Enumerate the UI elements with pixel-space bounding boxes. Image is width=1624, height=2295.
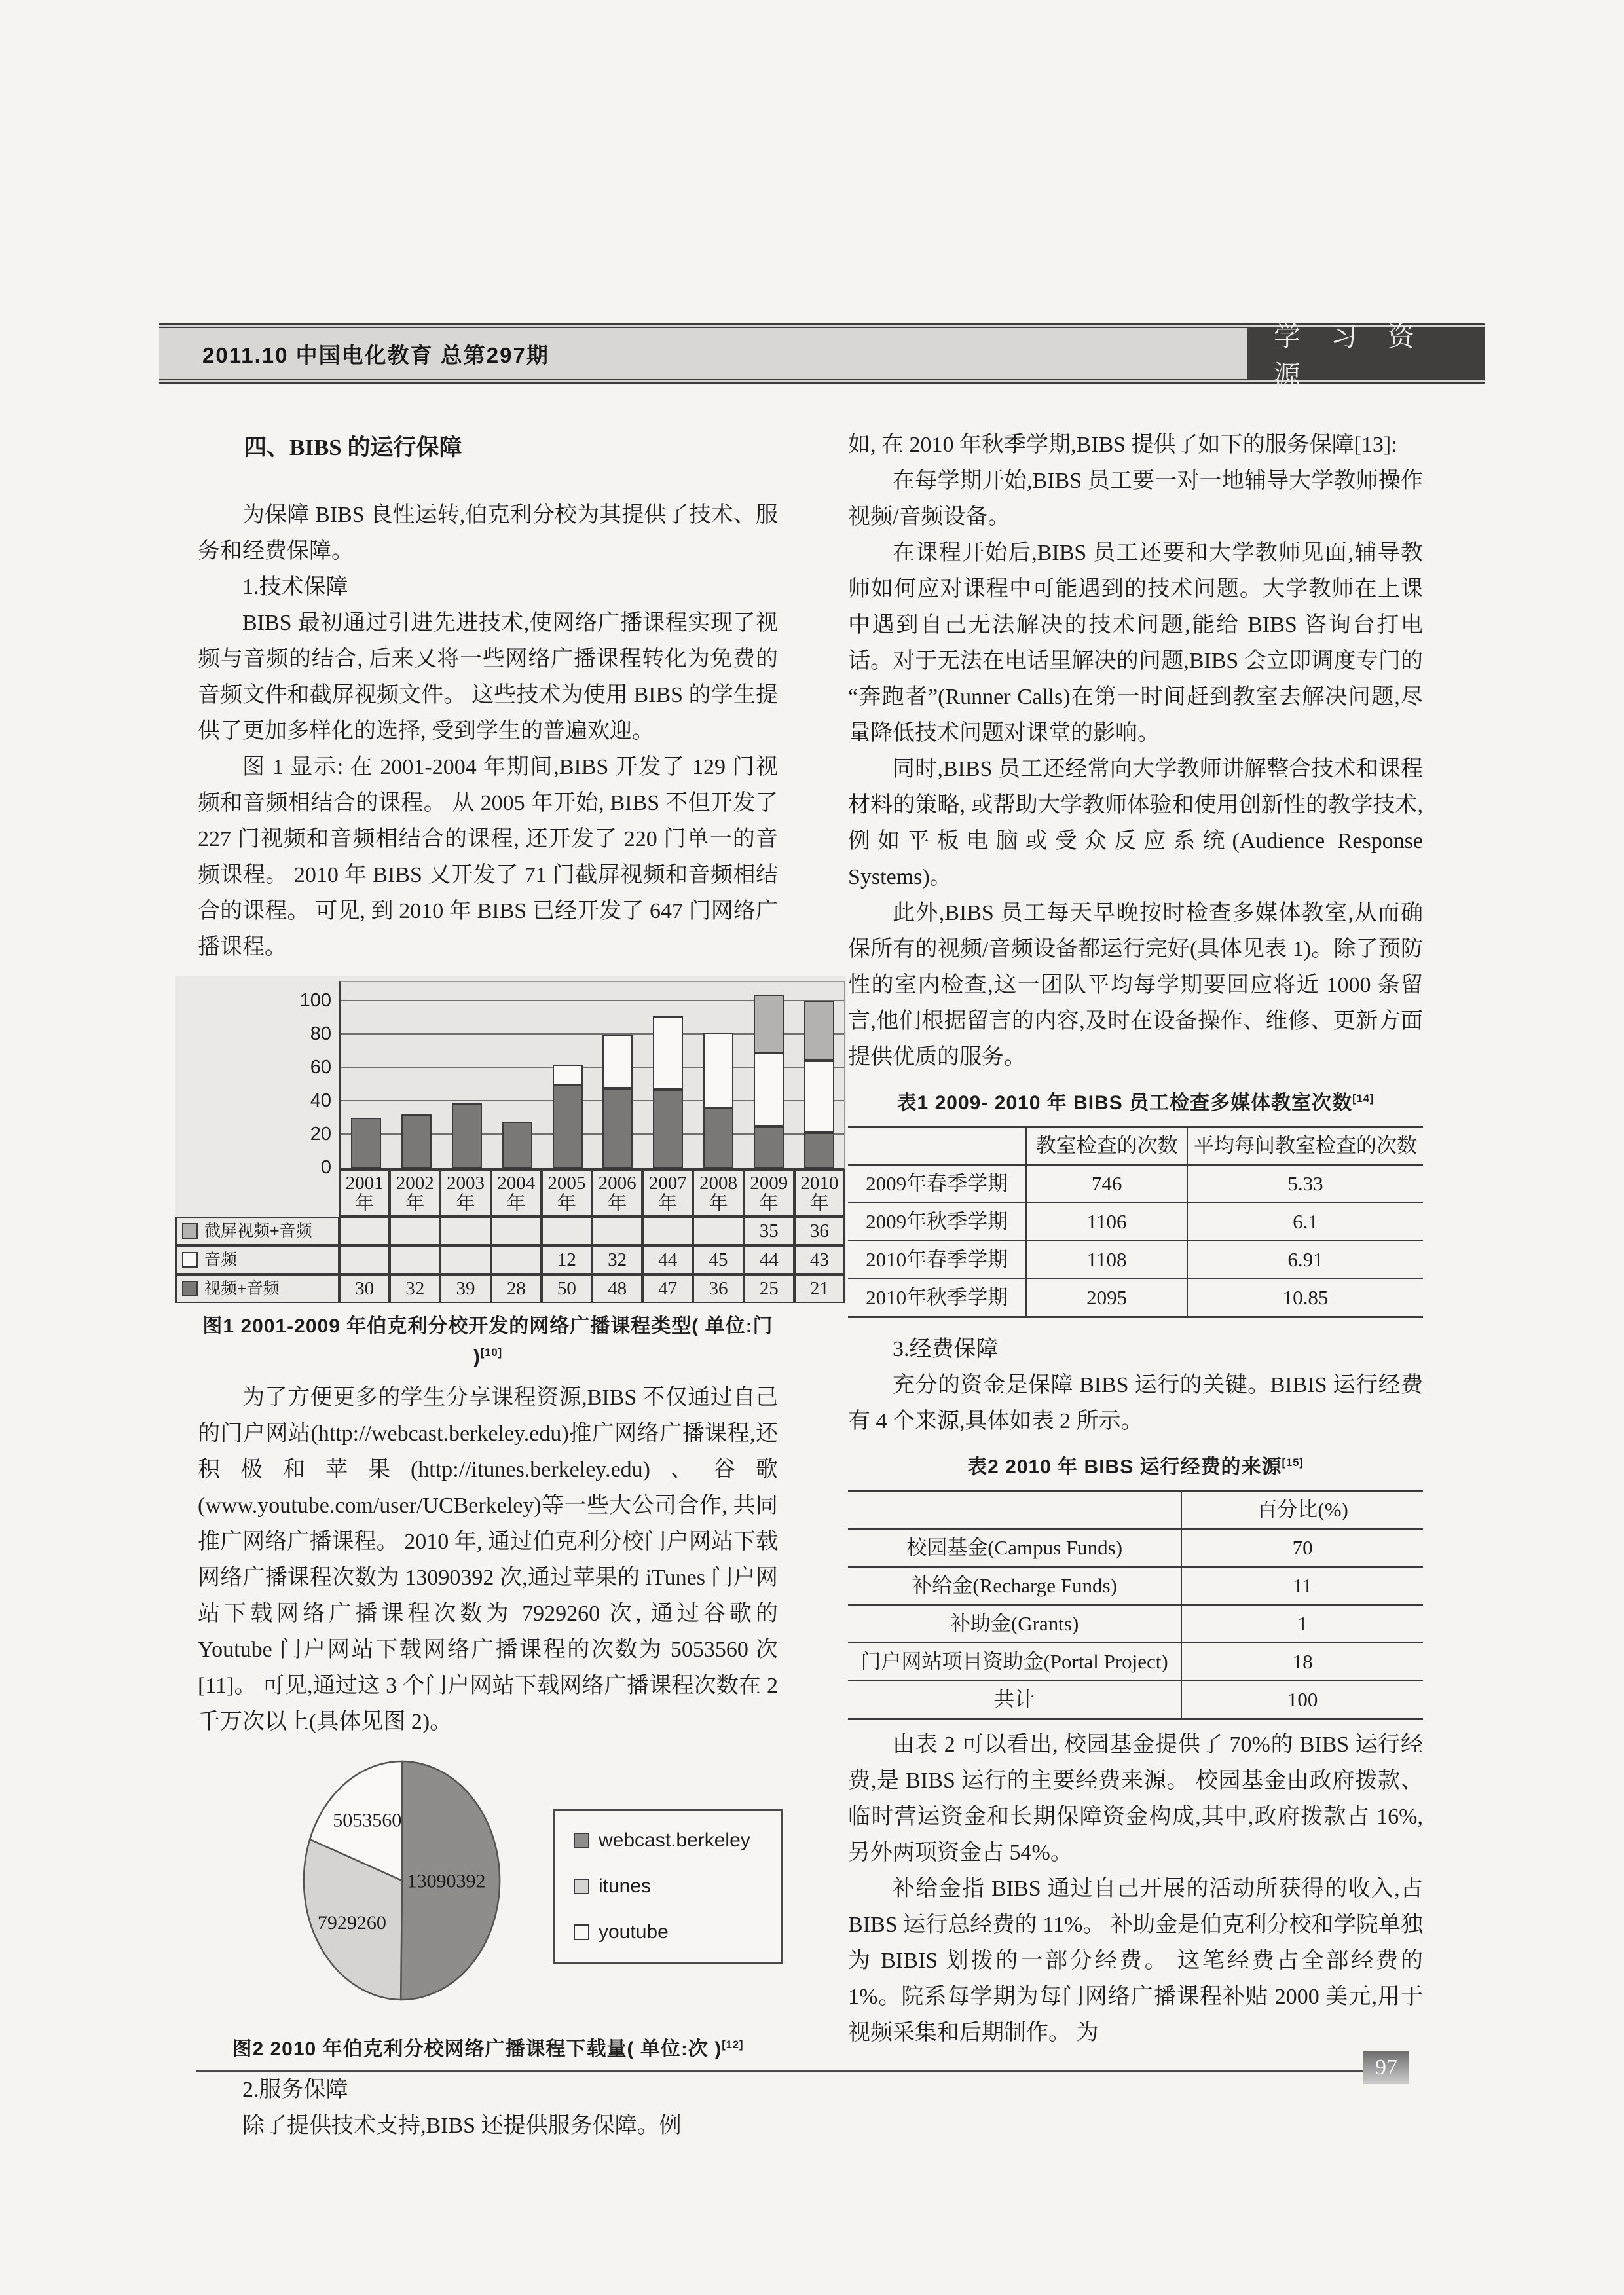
bar-segment — [804, 1061, 834, 1133]
y-tick-label: 40 — [310, 1090, 331, 1111]
table-cell: 70 — [1181, 1529, 1423, 1567]
table2-caption — [848, 1450, 1423, 1480]
value-cell: 39 — [440, 1274, 490, 1303]
x-label-suffix: 年 — [608, 1193, 627, 1214]
table-cell: 校园基金(Campus Funds) — [848, 1529, 1181, 1567]
table-cell: 1108 — [1026, 1241, 1187, 1279]
bar-segment — [754, 1126, 784, 1168]
footnote-ref: [12] — [722, 2039, 744, 2051]
table-cell: 门户网站项目资助金(Portal Project) — [848, 1643, 1181, 1681]
paragraph: 同时,BIBS 员工还经常向大学教师讲解整合技术和课程材料的策略, 或帮助大学教师体验和使用创新性的教学技术, 例如平板电脑或受众反应系统(Audience Response Systems)。 — [848, 757, 1423, 889]
bar-segment — [754, 1053, 784, 1126]
table-cell: 6.1 — [1187, 1203, 1423, 1241]
value-cell: 43 — [794, 1245, 845, 1274]
value-cell: 48 — [592, 1274, 642, 1303]
bar-segment — [703, 1033, 733, 1108]
journal-issue-info: 2011.10 中国电化教育 总第297期 — [202, 342, 549, 367]
bar-segment — [553, 1085, 583, 1168]
pie-svg — [289, 1752, 515, 2010]
value-cell — [339, 1245, 390, 1274]
bar-slot — [593, 982, 643, 1168]
x-label-cell — [390, 1170, 440, 1217]
bar-slot — [341, 982, 392, 1168]
x-label-year: 2002 — [396, 1173, 434, 1194]
table-cell: 共计 — [994, 1688, 1035, 1711]
value-cell: 12 — [542, 1245, 592, 1274]
bar-slot — [442, 982, 492, 1168]
bar-segment — [804, 1133, 834, 1168]
bar-segment — [653, 1016, 683, 1090]
bar-segment — [602, 1035, 633, 1088]
bar-chart — [175, 981, 845, 1303]
x-label-cell — [339, 1170, 390, 1217]
figure1-bar-chart — [175, 976, 846, 1303]
table-row — [848, 1241, 1423, 1279]
legend-swatch — [574, 1833, 589, 1848]
journal-header — [159, 321, 1485, 390]
figure1-caption — [198, 1313, 778, 1370]
right-column — [848, 427, 1423, 2051]
bar-stack — [804, 1001, 834, 1168]
value-cell — [542, 1217, 592, 1245]
value-cell — [390, 1217, 440, 1245]
table-cell: 2010年春季学期 — [848, 1241, 1026, 1279]
value-cell: 47 — [642, 1274, 693, 1303]
paragraph: 为保障 BIBS 良性运转,伯克利分校为其提供了技术、服务和经费保障。 — [198, 503, 778, 563]
x-label-suffix: 年 — [759, 1193, 779, 1214]
table-cell: 18 — [1181, 1643, 1423, 1681]
paragraph: 补给金指 BIBS 通过自己开展的活动所获得的收入,占 BIBS 运行总经费的 11%。 补助金是伯克利分校和学院单独为 BIBIS 划拨的一部分经费。 这笔经费占全部经费的 1%。院系每学期为每门网络广播课程补贴 2000 美元,用于视频采集和后期制作。 为 — [848, 1877, 1423, 2045]
value-cell — [491, 1217, 542, 1245]
subsection-heading: 1.技术保障 — [242, 575, 348, 599]
footer-rule — [196, 2070, 1363, 2072]
bar-slot — [794, 982, 844, 1168]
bar-segment — [703, 1108, 733, 1168]
value-cell: 50 — [542, 1274, 592, 1303]
bar-slot — [492, 982, 542, 1168]
figure2-caption-text: 图2 2010 年伯克利分校网络广播课程下载量( 单位:次 ) — [232, 2038, 722, 2060]
x-label-cell — [744, 1170, 794, 1217]
subsection-heading: 2.服务保障 — [242, 2078, 348, 2102]
column-header: 教室检查的次数 — [1026, 1127, 1187, 1166]
table-cell: 746 — [1026, 1165, 1187, 1203]
legend-row-label — [175, 1245, 339, 1274]
bar-stack — [653, 1016, 683, 1168]
pie-legend — [553, 1809, 783, 1964]
legend-swatch — [182, 1223, 198, 1239]
table-cell: 1106 — [1026, 1203, 1187, 1241]
subsection-heading: 3.经费保障 — [893, 1337, 999, 1361]
legend-swatch — [574, 1924, 589, 1940]
paragraph: 除了提供技术支持,BIBS 还提供服务保障。例 — [242, 2114, 682, 2138]
x-label-suffix: 年 — [809, 1193, 829, 1214]
table-cell: 补助金(Grants) — [848, 1605, 1181, 1643]
value-cell: 45 — [693, 1245, 743, 1274]
section-banner: 学习资源 — [1247, 328, 1485, 379]
table-cell: 100 — [1181, 1681, 1423, 1719]
table2 — [848, 1490, 1423, 1720]
table-body — [848, 1529, 1423, 1719]
legend-swatch — [182, 1281, 198, 1296]
column-header: 平均每间教室检查的次数 — [1187, 1127, 1423, 1166]
value-cell — [339, 1217, 390, 1245]
left-column — [198, 427, 839, 2144]
paragraph: 充分的资金是保障 BIBS 运行的关键。BIBIS 运行经费有 4 个来源,具体如表 2 所示。 — [848, 1373, 1423, 1433]
legend-entry — [574, 1831, 762, 1850]
x-label-year: 2001 — [345, 1173, 384, 1194]
table-header-row — [848, 1127, 1423, 1166]
paragraph: 在课程开始后,BIBS 员工还要和大学教师见面,辅导教师如何应对课程中可能遇到的技术问题。大学教师在上课中遇到自己无法解决的技术问题,能给 BIBS 咨询台打电话。对于无法在电话里解决的问题,BIBS 会立即调度专门的 “奔跑者”(Runner Calls)在第一时间赶到教室去解决问题,尽量降低技术问题对课堂的影响。 — [848, 541, 1423, 745]
plot-area — [339, 981, 845, 1170]
x-label-cell — [794, 1170, 845, 1217]
table1 — [848, 1126, 1423, 1318]
table-row — [848, 1567, 1423, 1605]
x-label-cell — [542, 1170, 592, 1217]
value-cell — [440, 1217, 490, 1245]
paragraph: 此外,BIBS 员工每天早晚按时检查多媒体教室,从而确保所有的视频/音频设备都运行完好(具体见表 1)。除了预防性的室内检查,这一团队平均每学期要回应将近 1000 条留言,他们根据留言的内容,及时在设备操作、维修、更新方面提供优质的服务。 — [848, 901, 1423, 1069]
x-label-cell — [693, 1170, 743, 1217]
value-cell — [491, 1245, 542, 1274]
pie-value-label: 5053560 — [333, 1809, 402, 1831]
table1-caption — [848, 1086, 1423, 1116]
table-row — [848, 1203, 1423, 1241]
value-cell: 28 — [491, 1274, 542, 1303]
figure2-caption — [198, 2032, 778, 2063]
x-label-year: 2003 — [446, 1173, 485, 1194]
legend-row-label — [175, 1274, 339, 1303]
x-label-cell — [592, 1170, 642, 1217]
table2-caption-text: 表2 2010 年 BIBS 运行经费的来源 — [967, 1456, 1282, 1478]
pie-value-label: 7929260 — [317, 1911, 386, 1934]
figure2-pie-chart — [289, 1752, 778, 2021]
data-table — [848, 1490, 1423, 1720]
y-tick-label: 100 — [299, 990, 331, 1011]
legend-series-name: 视频+音频 — [204, 1279, 280, 1298]
column-header — [848, 1127, 1026, 1166]
bar-segment — [754, 995, 784, 1053]
x-label-year: 2007 — [648, 1173, 687, 1194]
bar-stack — [754, 995, 784, 1168]
table-cell: 2009年秋季学期 — [848, 1203, 1026, 1241]
table1-caption-text: 表1 2009- 2010 年 BIBS 员工检查多媒体教室次数 — [896, 1092, 1353, 1114]
x-label-suffix: 年 — [405, 1193, 425, 1214]
pie-chart — [289, 1752, 515, 2021]
bar-segment — [452, 1103, 482, 1168]
bar-segment — [351, 1118, 381, 1168]
bar-segment — [602, 1088, 633, 1168]
legend-swatch — [182, 1252, 198, 1268]
x-label-suffix: 年 — [506, 1193, 526, 1214]
x-label-year: 2006 — [598, 1173, 637, 1194]
table-cell: 1 — [1181, 1605, 1423, 1643]
page-number: 97 — [1363, 2051, 1409, 2084]
legend-swatch — [574, 1879, 589, 1894]
x-label-year: 2004 — [497, 1173, 536, 1194]
paragraph: BIBS 最初通过引进先进技术,使网络广播课程实现了视频与音频的结合, 后来又将一些网络广播课程转化为免费的音频文件和截屏视频文件。 这些技术为使用 BIBS 的学生提供了更加多样化的选择, 受到学生的普遍欢迎。 — [198, 611, 778, 743]
legend-series-name: 截屏视频+音频 — [204, 1221, 312, 1240]
y-tick-label: 80 — [310, 1023, 331, 1044]
legend-row-label — [175, 1217, 339, 1245]
value-cell: 44 — [642, 1245, 693, 1274]
x-label-year: 2005 — [547, 1173, 586, 1194]
bar-segment — [653, 1090, 683, 1168]
value-cell: 21 — [794, 1274, 845, 1303]
corner-blank — [175, 1170, 339, 1217]
table-row — [848, 1643, 1423, 1681]
x-label-suffix: 年 — [658, 1193, 678, 1214]
bar-slot — [693, 982, 744, 1168]
paragraph: 图 1 显示: 在 2001-2004 年期间,BIBS 开发了 129 门视频和音频相结合的课程。 从 2005 年开始, BIBS 不但开发了 227 门视频和音频相结合的课程, 还开发了 220 门单一的音频课程。 2010 年 BIBS 又开发了 71 门截屏视频和音频相结合的课程。 可见, 到 2010 年 BIBS 已经开发了 647 门网络广播课程。 — [198, 755, 778, 959]
value-cell: 35 — [744, 1217, 794, 1245]
bar-slot — [392, 982, 442, 1168]
legend-entry — [574, 1922, 762, 1942]
table-cell: 补给金(Recharge Funds) — [848, 1567, 1181, 1605]
legend-label: youtube — [599, 1921, 669, 1943]
pie-value-label: 13090392 — [407, 1870, 486, 1892]
bar-stack — [452, 1103, 482, 1168]
table-row — [848, 1681, 1423, 1719]
bar-stack — [703, 1033, 733, 1168]
bar-slot — [542, 982, 593, 1168]
table-row — [848, 1279, 1423, 1317]
x-label-cell — [491, 1170, 542, 1217]
value-cell — [440, 1245, 490, 1274]
legend-label: itunes — [599, 1875, 652, 1897]
paragraph: 如, 在 2010 年秋季学期,BIBS 提供了如下的服务保障[13]: — [848, 433, 1397, 457]
table-head — [848, 1127, 1423, 1166]
value-cell: 44 — [744, 1245, 794, 1274]
value-cell — [642, 1217, 693, 1245]
value-cell: 25 — [744, 1274, 794, 1303]
table-cell: 2010年秋季学期 — [866, 1286, 1008, 1309]
table-header-row — [848, 1491, 1423, 1530]
bar-stack — [553, 1065, 583, 1168]
legend-series-name: 音频 — [204, 1250, 238, 1269]
bar-segment — [502, 1122, 532, 1168]
value-cell: 32 — [592, 1245, 642, 1274]
x-label-suffix: 年 — [709, 1193, 728, 1214]
table-head — [848, 1491, 1423, 1530]
value-cell — [390, 1245, 440, 1274]
y-axis-gutter — [175, 981, 339, 1178]
bar-slot — [643, 982, 693, 1168]
footnote-ref: [14] — [1352, 1093, 1375, 1105]
bar-segment — [553, 1065, 583, 1085]
table-cell: 2009年春季学期 — [848, 1165, 1026, 1203]
bar-segment — [401, 1114, 432, 1168]
table-cell: 10.85 — [1187, 1279, 1423, 1317]
legend-label: webcast.berkeley — [599, 1829, 750, 1851]
footnote-ref: [10] — [480, 1347, 503, 1359]
paragraph: 由表 2 可以看出, 校园基金提供了 70%的 BIBS 运行经费,是 BIBS 运行的主要经费来源。 校园基金由政府拨款、临时营运资金和长期保障资金构成,其中,政府拨款占 16%,另外两项资金占 54%。 — [848, 1733, 1423, 1865]
column-header: 百分比(%) — [1181, 1491, 1423, 1530]
value-cell — [592, 1217, 642, 1245]
section-heading: 四、BIBS 的运行保障 — [244, 435, 462, 460]
table-row — [848, 1165, 1423, 1203]
data-table — [848, 1126, 1423, 1318]
paragraph: 在每学期开始,BIBS 员工要一对一地辅导大学教师操作视频/音频设备。 — [848, 469, 1423, 529]
x-label-suffix: 年 — [456, 1193, 475, 1214]
value-cell: 36 — [693, 1274, 743, 1303]
table-cell: 2095 — [1026, 1279, 1187, 1317]
value-cell: 30 — [339, 1274, 390, 1303]
bar-slot — [743, 982, 794, 1168]
y-tick-label: 0 — [320, 1157, 331, 1178]
x-label-year: 2009 — [750, 1173, 788, 1194]
paragraph: 为了方便更多的学生分享课程资源,BIBS 不仅通过自己的门户网站(http://webcast.berkeley.edu)推广网络广播课程,还积极和苹果(http://itunes.berkeley.edu)、谷歌(www.youtube.com/user/UCBerkeley)等一些大公司合作, 共同推广网络广播课程。 2010 年, 通过伯克利分校门户网站下载网络广播课程次数为 13090392 次,通过苹果的 iTunes 门户网站下载网络广播课程次数为 7929260 次, 通过谷歌的 Youtube 门户网站下载网络广播课程的次数为 5053560 次[11]。 可见,通过这 3 个门户网站下载网络广播课程次数在 2 千万次以上(具体见图 2)。 — [198, 1386, 778, 1734]
table-cell: 6.91 — [1187, 1241, 1423, 1279]
table-cell: 5.33 — [1187, 1165, 1423, 1203]
y-tick-label: 60 — [310, 1057, 331, 1078]
table-cell: 11 — [1181, 1567, 1423, 1605]
table-row — [848, 1529, 1423, 1567]
x-label-year: 2008 — [699, 1173, 737, 1194]
x-label-year: 2010 — [800, 1173, 839, 1194]
bar-stack — [351, 1118, 381, 1168]
bar-stack — [401, 1114, 432, 1168]
x-label-suffix: 年 — [355, 1193, 375, 1214]
x-label-cell — [440, 1170, 490, 1217]
bar-stack — [502, 1122, 532, 1168]
table-row — [848, 1605, 1423, 1643]
footnote-ref: [15] — [1282, 1457, 1304, 1469]
column-header — [848, 1491, 1181, 1530]
legend-entry — [574, 1877, 762, 1896]
y-tick-label: 20 — [310, 1124, 331, 1145]
x-label-suffix: 年 — [557, 1193, 576, 1214]
x-label-cell — [642, 1170, 693, 1217]
figure1-caption-text: 图1 2001-2009 年伯克利分校开发的网络广播课程类型( 单位:门 ) — [202, 1315, 773, 1368]
bar-chart-grid — [175, 981, 845, 1303]
bar-segment — [804, 1001, 834, 1061]
bar-stack — [602, 1035, 633, 1168]
value-cell — [693, 1217, 743, 1245]
value-cell: 36 — [794, 1217, 845, 1245]
value-cell: 32 — [390, 1274, 440, 1303]
table-body — [848, 1165, 1423, 1317]
